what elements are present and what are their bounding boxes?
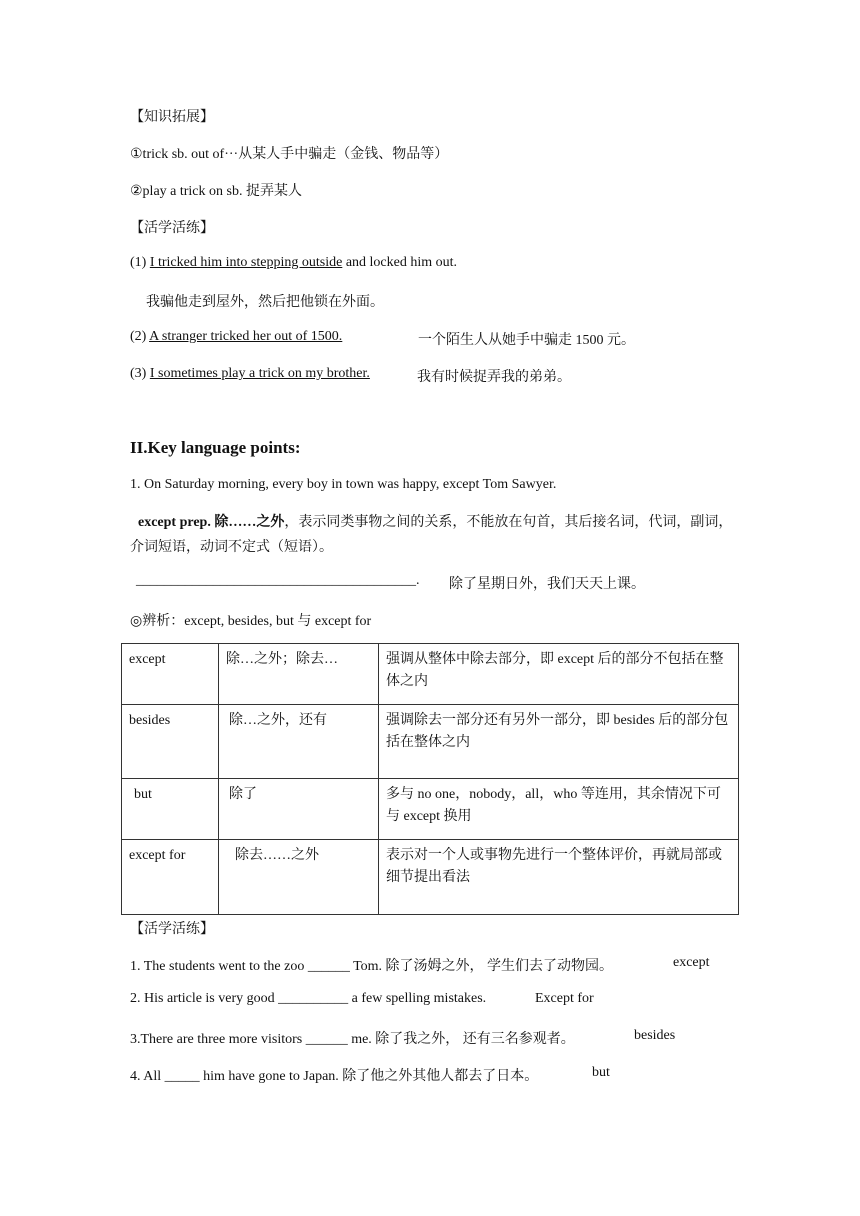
practice2-item-1: 1. The students went to the zoo ______ Tom. 除了汤姆之外， 学生们去了动物园。 — [130, 959, 614, 974]
practice-heading-2: 【活学活练】 — [130, 922, 214, 937]
practice2-answer-1: except — [673, 955, 710, 970]
item-number: (1) — [130, 255, 150, 270]
fill-blank-line: ________________________________________. — [136, 573, 420, 588]
item-number: (3) — [130, 366, 150, 381]
fill-blank-translation: 除了星期日外，我们天天上课。 — [449, 577, 645, 592]
extension-item-1: ①trick sb. out of···从某人手中骗走（金钱、物品等） — [130, 147, 449, 162]
language-point-1: 1. On Saturday morning, every boy in town was happy, except Tom Sawyer. — [130, 477, 557, 492]
underlined-sentence: I sometimes play a trick on my brother. — [149, 366, 370, 381]
table-cell-meaning: 除了 — [219, 779, 379, 840]
practice2-answer-3: besides — [634, 1028, 676, 1043]
table-cell-usage: 多与 no one，nobody，all，who 等连用，其余情况下可与 except 换用 — [379, 779, 739, 840]
table-cell-usage: 强调除去一部分还有另外一部分，即 besides 后的部分包括在整体之内 — [379, 705, 739, 779]
extension-item-2: ②play a trick on sb. 捉弄某人 — [130, 184, 302, 199]
table-cell-meaning: 除…之外；除去… — [219, 644, 379, 705]
table-row — [122, 705, 739, 779]
practice-heading-1: 【活学活练】 — [130, 221, 214, 236]
practice2-answer-2: Except for — [535, 991, 594, 1006]
table-cell-word: except for — [122, 840, 219, 915]
table-cell-usage: 表示对一个人或事物先进行一个整体评价，再就局部或细节提出看法 — [379, 840, 739, 915]
practice1-item-1-translation: 我骗他走到屋外，然后把他锁在外面。 — [146, 295, 384, 310]
knowledge-extension-heading: 【知识拓展】 — [130, 110, 214, 125]
practice1-item-2-translation: 一个陌生人从她手中骗走 1500 元。 — [418, 333, 635, 348]
section-title: II.Key language points: — [130, 438, 301, 457]
practice2-item-3: 3.There are three more visitors ______ me. 除了我之外， 还有三名参观者。 — [130, 1032, 575, 1047]
practice2-item-4: 4. All _____ him have gone to Japan. 除了他之外其他人都去了日本。 — [130, 1069, 539, 1084]
practice1-item-1 — [130, 255, 457, 271]
table-row — [122, 840, 739, 915]
table-cell-word: besides — [122, 705, 219, 779]
item-number: (2) — [130, 329, 150, 344]
practice2-answer-4: but — [592, 1065, 610, 1080]
practice1-item-2 — [130, 329, 342, 345]
table-cell-meaning: 除去……之外 — [219, 840, 379, 915]
underlined-sentence: I tricked him into stepping outside — [149, 255, 343, 270]
practice2-item-2: 2. His article is very good __________ a few spelling mistakes. — [130, 991, 487, 1006]
table-cell-meaning: 除…之外，还有 — [219, 705, 379, 779]
underlined-sentence: A stranger tricked her out of 1500. — [149, 329, 343, 344]
practice1-item-3 — [130, 366, 370, 382]
except-explanation — [130, 510, 742, 560]
comparison-title: ◎辨析：except, besides, but 与 except for — [130, 614, 372, 629]
table-cell-word: but — [122, 779, 219, 840]
table-cell-usage: 强调从整体中除去部分，即 except 后的部分不包括在整体之内 — [379, 644, 739, 705]
table-row — [122, 779, 739, 840]
comparison-table — [121, 643, 739, 915]
except-definition: except prep. 除……之外 — [138, 515, 285, 530]
sentence-rest: and locked him out. — [342, 255, 458, 270]
except-description: ，表示同类事物之间的关系，不能放在句首，其后接名词，代词，副词，介词短语，动词不定式（短语）。 — [130, 515, 733, 555]
table-cell-word: except — [122, 644, 219, 705]
table-row — [122, 644, 739, 705]
practice1-item-3-translation: 我有时候捉弄我的弟弟。 — [417, 370, 571, 385]
